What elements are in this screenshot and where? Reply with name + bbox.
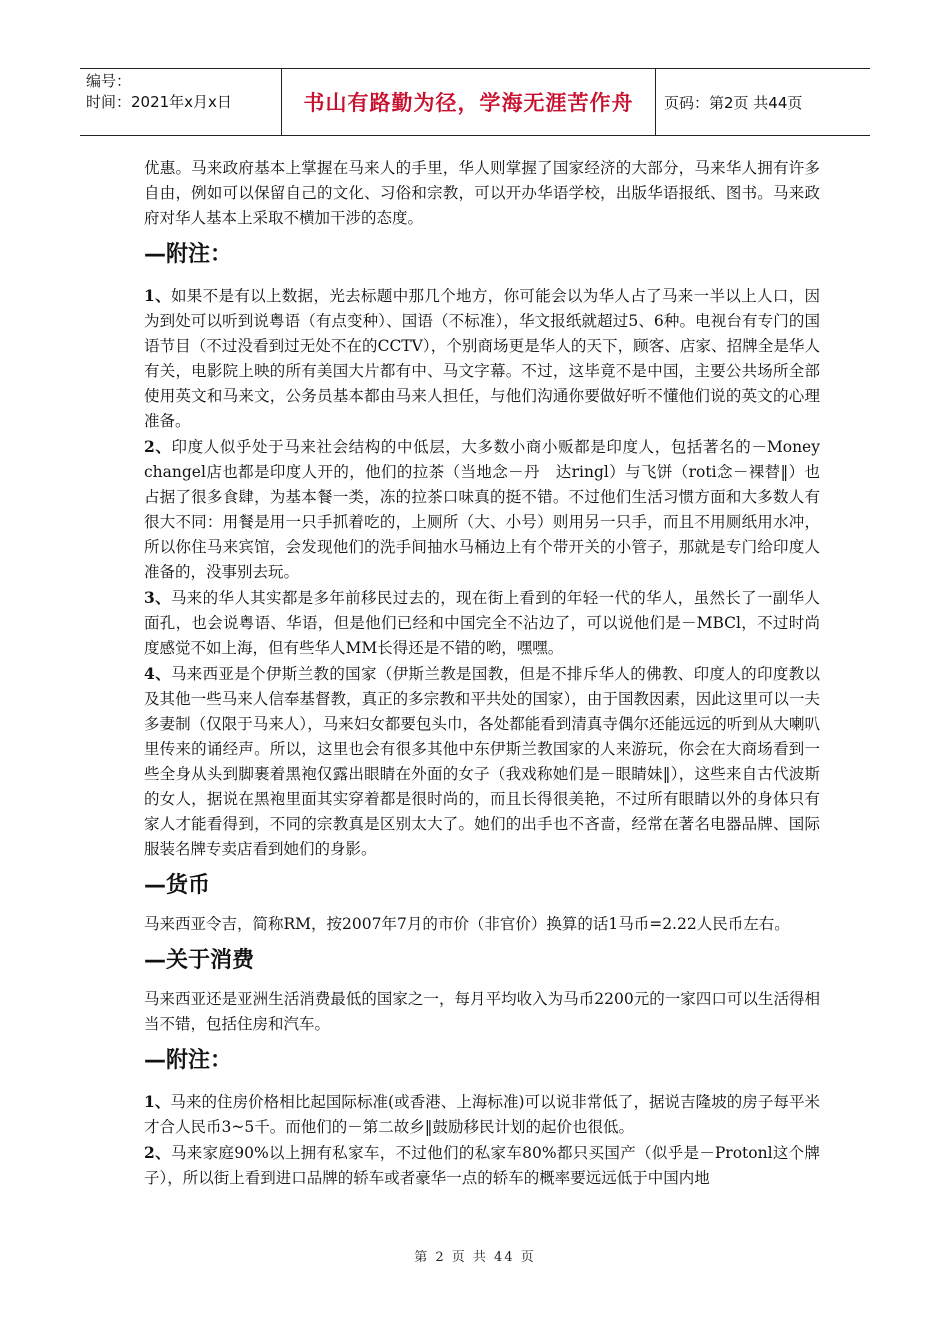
document-body (144, 156, 820, 1191)
paragraph-intro: 优惠。马来政府基本上掌握在马来人的手里，华人则掌握了国家经济的大部分，马来华人拥有许多自由，例如可以保留自己的文化、习俗和宗教，可以开办华语学校，出版华语报纸、图书。马来政府对华人基本上采取不横加干涉的态度。 (144, 159, 820, 227)
section-heading-consumption: —关于消费 (144, 948, 255, 973)
note2-item-1: 1、马来的住房价格相比起国际标准(或香港、上海标准)可以说非常低了，据说吉隆坡的房子每平米才合人民币3~5千。而他们的－第二故乡‖鼓励移民计划的起价也很低。 (144, 1092, 820, 1136)
note2-item-2: 2、马来家庭90%以上拥有私家车，不过他们的私家车80%都只买国产（似乎是－Protonl这个牌子），所以街上看到进口品牌的轿车或者豪华一点的轿车的概率要远远低于中国内地 (144, 1143, 820, 1187)
page-footer: 第 2 页 共 44 页 (414, 1250, 536, 1265)
note-item-1: 1、如果不是有以上数据，光去标题中那几个地方，你可能会以为华人占了马来一半以上人口，因为到处可以听到说粤语（有点变种）、国语（不标准），华文报纸就超过5、6种。电视台有专门的国语节目（不过没看到过无处不在的CCTV），个别商场更是华人的天下，顾客、店家、招牌全是华人有关，电影院上映的所有美国大片都有中、马文字幕。不过，这毕竟不是中国，主要公共场所全部使用英文和马来文，公务员基本都由马来人担任，与他们沟通你要做好听不懂他们说的英文的心理准备。 (144, 286, 820, 430)
header-page-number: 页码：第2页 共44页 (664, 93, 803, 112)
header-date: 时间：2021年x月x日 (86, 93, 232, 111)
section-heading-currency: —货币 (144, 873, 211, 898)
page-header (80, 68, 870, 136)
note-item-2: 2、印度人似乎处于马来社会结构的中低层，大多数小商小贩都是印度人，包括著名的－Money changel店也都是印度人开的，他们的拉茶（当地念－丹 达ringl）与飞饼（roti念－裸替‖）也占据了很多食肆，为基本餐一类，冻的拉茶口味真的挺不错。不过他们生活习惯方面和大多数人有很大不同：用餐是用一只手抓着吃的，上厕所（大、小号）则用另一只手，而且不用厕纸用水冲，所以你住马来宾馆，会发现他们的洗手间抽水马桶边上有个带开关的小管子，那就是专门给印度人准备的，没事别去玩。 (144, 437, 820, 581)
note-item-3: 3、马来的华人其实都是多年前移民过去的，现在街上看到的年轻一代的华人，虽然长了一副华人面孔，也会说粤语、华语，但是他们已经和中国完全不沾边了，可以说他们是－MBCl，不过时尚度感觉不如上海，但有些华人MM长得还是不错的哟，嘿嘿。 (144, 588, 820, 657)
paragraph-consumption: 马来西亚还是亚洲生活消费最低的国家之一，每月平均收入为马币2200元的一家四口可以生活得相当不错，包括住房和汽车。 (144, 990, 820, 1033)
section-heading-notes-2: —附注： (144, 1048, 233, 1073)
header-meta (80, 69, 282, 135)
section-heading-notes: —附注： (144, 242, 233, 267)
header-code: 编号： (86, 72, 132, 90)
header-motto: 书山有路勤为径，学海无涯苦作舟 (282, 69, 656, 135)
paragraph-currency: 马来西亚令吉，简称RM，按2007年7月的市价（非官价）换算的话1马币=2.22人民币左右。 (144, 915, 790, 933)
note-item-4: 4、马来西亚是个伊斯兰教的国家（伊斯兰教是国教，但是不排斥华人的佛教、印度人的印度教以及其他一些马来人信奉基督教，真正的多宗教和平共处的国家），由于国教因素，因此这里可以一夫多妻制（仅限于马来人），马来妇女都要包头巾，各处都能看到清真寺偶尔还能远远的听到从大喇叭里传来的诵经声。所以，这里也会有很多其他中东伊斯兰教国家的人来游玩，你会在大商场看到一些全身从头到脚裹着黑袍仅露出眼睛在外面的女子（我戏称她们是－眼睛妹‖），这些来自古代波斯的女人，据说在黑袍里面其实穿着都是很时尚的，而且长得很美艳，不过所有眼睛以外的身体只有家人才能看得到，不同的宗教真是区别太大了。她们的出手也不吝啬，经常在著名电器品牌、国际服装名牌专卖店看到她们的身影。 (144, 664, 820, 858)
